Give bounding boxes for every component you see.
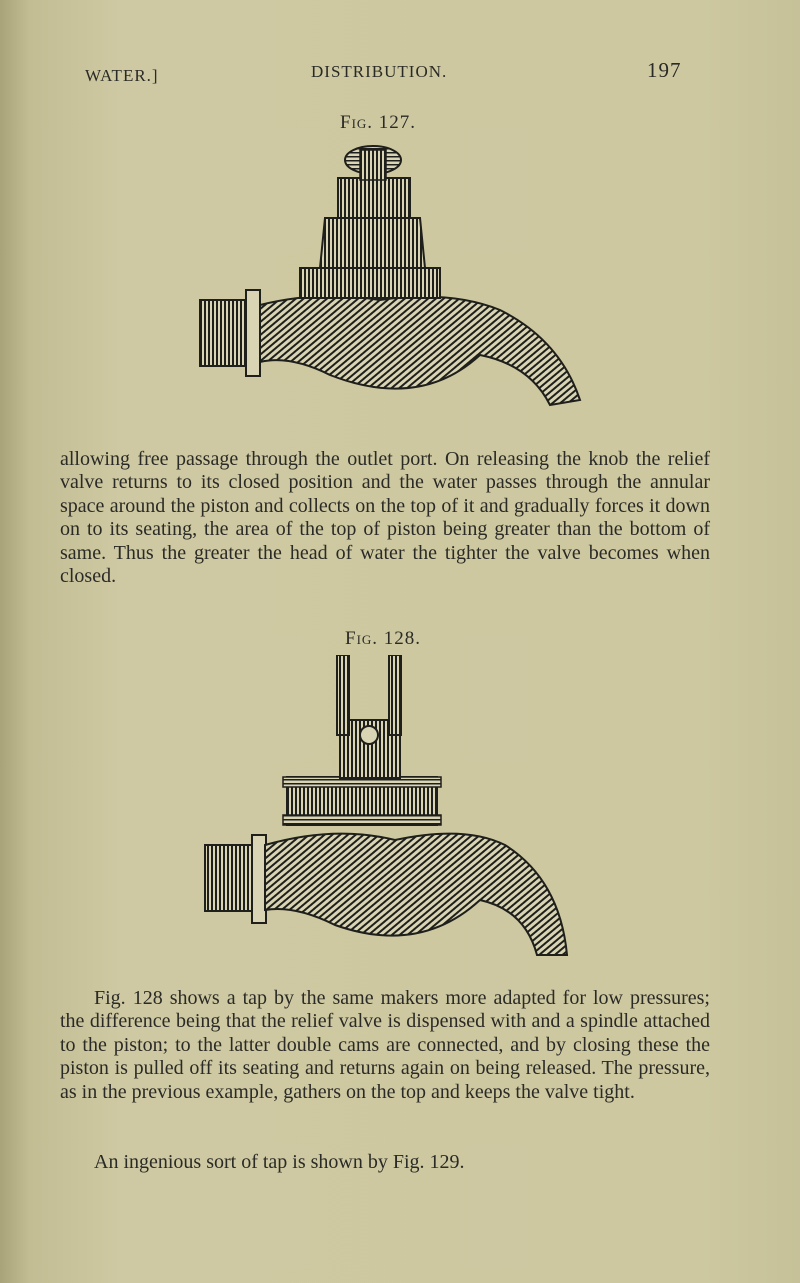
running-head (85, 58, 715, 92)
page-number: 197 (647, 58, 682, 82)
paragraph-1: allowing free passage through the outlet port. On releasing the knob the relief valve returns to its closed position and the water passes through the annular space around the piston and collects on the top of it and gradually forces it down on to its seating, the area of the top of piston being greater than the bottom of same. Thus the greater the head of water the tighter the valve becomes when closed. (60, 448, 710, 588)
figure-127-caption: Fig. 127. (340, 112, 417, 133)
running-head-section: WATER.] (85, 66, 159, 85)
paragraph-3: An ingenious sort of tap is shown by Fig. 129. (94, 1151, 465, 1173)
figure-128-caption: Fig. 128. (345, 628, 422, 649)
figure-128-tap-illustration (195, 655, 595, 960)
figure-127-tap-illustration (180, 140, 600, 415)
paragraph-2: Fig. 128 shows a tap by the same makers more adapted for low pressures; the difference being that the relief valve is dispensed with and a spindle attached to the piston; to the latter double cams are connected, and by closing these the piston is pulled off its seating and returns again on being released. The pressure, as in the previous example, gathers on the top and keeps the valve tight. (60, 987, 710, 1103)
running-head-title: DISTRIBUTION. (311, 62, 448, 81)
